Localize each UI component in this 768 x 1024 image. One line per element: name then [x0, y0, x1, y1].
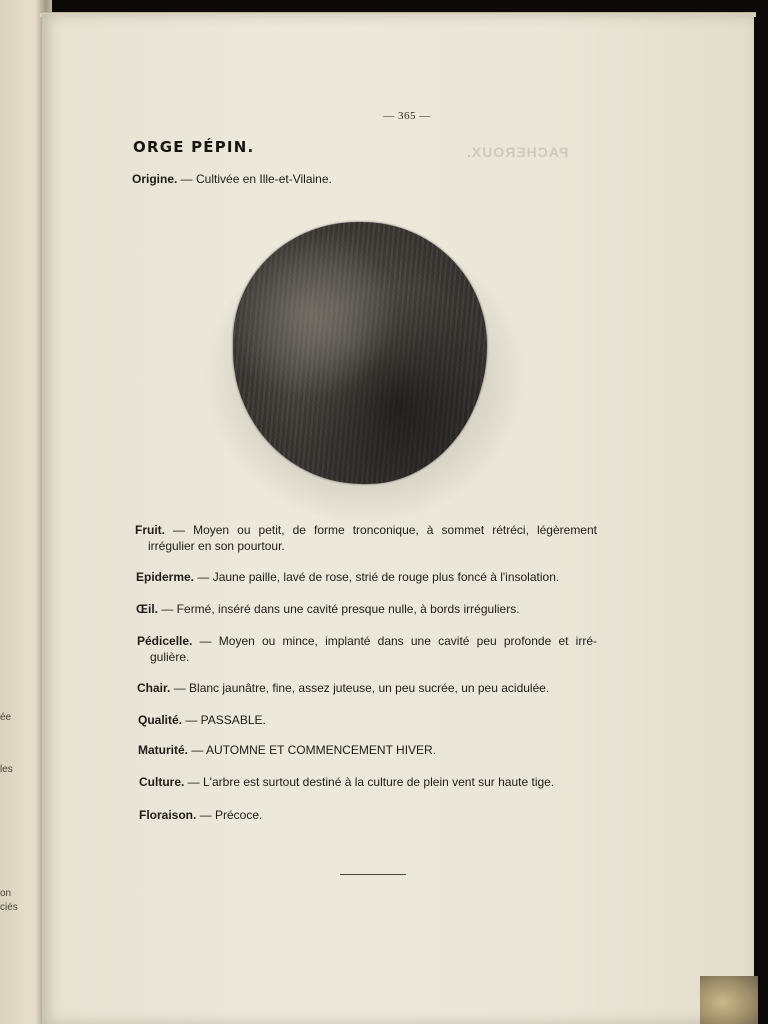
maturite-text: — AUTOMNE ET COMMENCEMENT HIVER. — [188, 743, 437, 757]
floraison-label: Floraison. — [139, 808, 197, 822]
bleed-through-heading: PACHEROUX. — [466, 144, 569, 160]
maturite-entry — [138, 742, 436, 758]
culture-entry — [139, 774, 554, 790]
culture-text: — L'arbre est surtout destiné à la culture de plein vent sur haute tige. — [184, 775, 555, 789]
culture-label: Culture. — [139, 775, 185, 789]
origine-text: — Cultivée en Ille-et-Vilaine. — [177, 172, 332, 186]
chair-label: Chair. — [137, 681, 171, 695]
book-page — [42, 14, 754, 1024]
origine-label: Origine. — [132, 172, 178, 186]
apple-photo — [233, 222, 487, 484]
fruit-text-line2: irrégulier en son pourtour. — [148, 539, 285, 553]
left-page-fragment: ée — [0, 712, 12, 723]
closing-rule — [340, 874, 406, 875]
pedicelle-text-line2: gulière. — [150, 650, 190, 664]
epiderme-text: — Jaune paille, lavé de rose, strié de rouge plus foncé à l'insolation. — [194, 570, 560, 584]
qualite-text: — PASSABLE. — [182, 713, 266, 727]
origine-line — [132, 172, 332, 186]
page-title: ORGE PÉPIN. — [133, 138, 255, 156]
left-page-fragment: ciés — [0, 902, 18, 913]
chair-entry — [137, 680, 549, 696]
fruit-entry — [135, 522, 597, 554]
thumbnail-image — [700, 976, 758, 1024]
epiderme-entry — [136, 569, 559, 585]
pedicelle-label: Pédicelle. — [137, 634, 193, 648]
maturite-label: Maturité. — [138, 743, 189, 757]
floraison-text: — Précoce. — [196, 808, 263, 822]
chair-text: — Blanc jaunâtre, fine, assez juteuse, un peu sucrée, un peu acidulée. — [170, 681, 550, 695]
qualite-label: Qualité. — [138, 713, 183, 727]
oeil-entry — [136, 601, 520, 617]
oeil-label: Œil. — [136, 602, 159, 616]
left-page-fragment: les — [0, 764, 13, 775]
qualite-entry — [138, 712, 266, 728]
fruit-label: Fruit. — [135, 523, 165, 537]
fruit-text-line1: — Moyen ou petit, de forme tronconique, à sommet rétréci, légèrement — [165, 523, 597, 537]
floraison-entry — [139, 807, 262, 823]
page-number: — 365 — — [383, 110, 431, 122]
pedicelle-entry — [137, 633, 597, 665]
pedicelle-text-line1: — Moyen ou mince, implanté dans une cavité peu profonde et irré- — [192, 634, 597, 648]
left-page-fragment: on — [0, 888, 12, 899]
oeil-text: — Fermé, inséré dans une cavité presque nulle, à bords irréguliers. — [158, 602, 520, 616]
epiderme-label: Epiderme. — [136, 570, 195, 584]
